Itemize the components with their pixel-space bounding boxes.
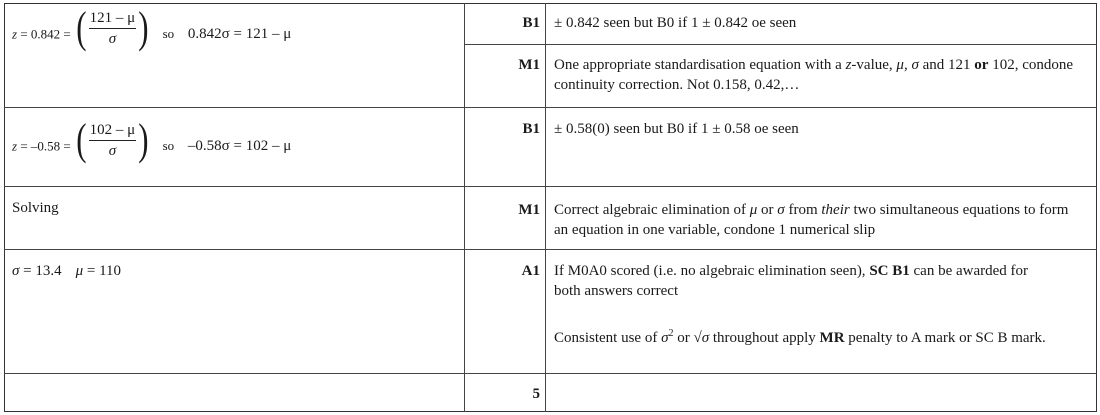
- row-divider: [4, 373, 1097, 374]
- fraction: ( $\frac{102 - \mu}{\sigma}$ ): [76, 115, 149, 164]
- mark-note: One appropriate standardisation equation with a z-value, μ, σ and 121 or 102, condone continuity correction. Not 0.158, 0.42,…: [554, 57, 1074, 93]
- row-divider: [4, 249, 1097, 250]
- denominator: σ: [108, 30, 117, 47]
- mark-note-penalty: Consistent use of $\sigma^2$ or √σ throughout apply MR penalty to A mark or SC B mark.: [554, 328, 1046, 346]
- mark-code: M1: [518, 202, 540, 218]
- sigma-value: = 13.4: [19, 263, 62, 279]
- rearranged-equation: 0.842σ = 121 – μ: [187, 26, 292, 43]
- answer-equation-2: [12, 115, 292, 164]
- total-marks: 5: [532, 386, 540, 402]
- mark-note: ± 0.842 seen but B0 if 1 ± 0.842 oe seen: [554, 15, 797, 31]
- so-label: so: [162, 26, 175, 42]
- column-divider-answer: [464, 3, 465, 412]
- mu-symbol: μ: [75, 263, 84, 279]
- mark-note: If M0A0 scored (i.e. no algebraic elimination seen), SC B1 can be awarded for both answers correct: [554, 263, 1029, 299]
- rearranged-equation: –0.58σ = 102 – μ: [187, 138, 292, 155]
- mark-code: M1: [518, 57, 540, 73]
- answer-values: [12, 261, 121, 281]
- mark-code: B1: [522, 121, 540, 137]
- answer-solving: Solving: [12, 200, 59, 216]
- numerator: 121 – μ: [89, 8, 137, 29]
- numerator: 102 – μ: [89, 120, 137, 141]
- row-divider: [4, 186, 1097, 187]
- row-divider: [4, 107, 1097, 108]
- z-symbol: z: [12, 138, 18, 154]
- z-symbol: z: [12, 26, 18, 42]
- denominator: σ: [108, 142, 117, 159]
- answer-equation-1: [12, 3, 292, 52]
- sigma-symbol: σ: [12, 263, 20, 279]
- row-divider-sub: [464, 44, 1097, 45]
- fraction: ( $\frac{121 - \mu}{\sigma}$ ): [76, 3, 149, 52]
- equation-text: = 0.842 =: [17, 26, 74, 42]
- mu-value: = 110: [83, 263, 122, 279]
- so-label: so: [162, 138, 175, 154]
- mark-code: A1: [521, 263, 540, 279]
- column-divider-marks: [545, 3, 546, 412]
- mark-note: Correct algebraic elimination of μ or σ from their two simultaneous equations to form an equation in one variable, condone 1 numerical slip: [554, 202, 1069, 238]
- mark-note: ± 0.58(0) seen but B0 if 1 ± 0.58 oe seen: [554, 121, 799, 137]
- equation-text: = –0.58 =: [17, 138, 74, 154]
- mark-code: B1: [522, 15, 540, 31]
